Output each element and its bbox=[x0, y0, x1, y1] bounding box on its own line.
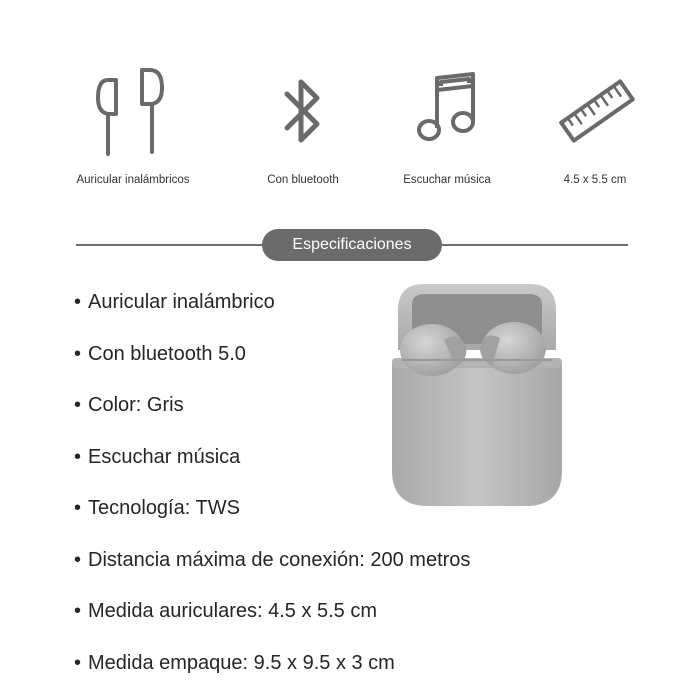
spec-item: • Color: Gris bbox=[74, 394, 184, 416]
divider-right bbox=[436, 244, 628, 246]
spec-item: • Escuchar música bbox=[74, 445, 241, 468]
spec-item: • Tecnología: TWS bbox=[74, 497, 240, 519]
feature-label: Con bluetooth bbox=[267, 174, 339, 186]
earphones-icon bbox=[88, 64, 178, 164]
divider-left bbox=[76, 244, 266, 246]
feature-row bbox=[0, 0, 700, 200]
music-note-icon bbox=[407, 70, 487, 150]
spec-item: • Con bluetooth 5.0 bbox=[74, 342, 246, 365]
ruler-icon bbox=[555, 74, 635, 154]
section-title: Especificaciones bbox=[262, 229, 442, 261]
spec-item: • Distancia máxima de conexión: 200 metros bbox=[74, 548, 471, 571]
bluetooth-icon bbox=[273, 72, 333, 152]
feature-label: 4.5 x 5.5 cm bbox=[563, 174, 627, 186]
spec-item: • Auricular inalámbrico bbox=[74, 291, 275, 313]
spec-item: • Medida auriculares: 4.5 x 5.5 cm bbox=[74, 600, 378, 622]
feature-label: Escuchar música bbox=[403, 174, 491, 186]
earbuds-case-image bbox=[382, 280, 572, 510]
feature-label: Auricular inalámbricos bbox=[76, 174, 190, 186]
spec-item: • Medida empaque: 9.5 x 9.5 x 3 cm bbox=[74, 651, 395, 674]
